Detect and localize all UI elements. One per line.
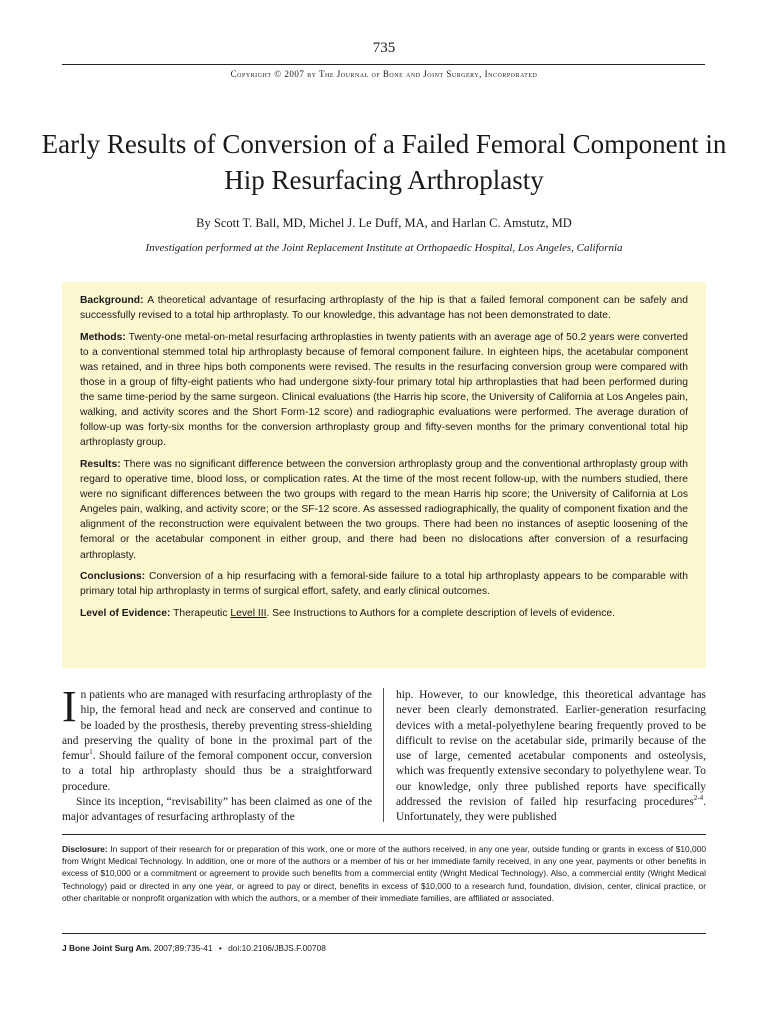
conclusions-text: Conversion of a hip resurfacing with a femoral-side failure to a total hip arthroplasty appears to be comparable with primary total hip arthroplasty in terms of surgical effort, safety, and early clinical outcomes. (80, 571, 688, 598)
intro-paragraph-1-text: n patients who are managed with resurfacing arthroplasty of the hip, the femoral head and neck are conserved and continue to be loaded by the prosthesis, thereby preventing stress-shielding and preserving the quality of bone in the proximal part of the femur (62, 689, 372, 763)
journal-volume: 2007;89:735-41 (153, 943, 213, 953)
header-rule (62, 64, 705, 65)
intro-paragraph-2-continued-text: hip. However, to our knowledge, this theoretical advantage has never been clearly demonstrated. Earlier-generation resurfacing devices with a metal-polyethylene bearing frequently proved to be difficult to revise on the acetabular side, primarily because of the use of large, cemented acetabular components and osteolysis, which was frequently extensive secondary to polyethylene wear. To our knowledge, only three published reports have specifically addressed the revision of failed hip resurfacing procedures (396, 689, 706, 809)
disclosure-label: Disclosure: (62, 844, 108, 854)
results-label: Results: (80, 458, 121, 470)
intro-paragraph-1-end: . Should failure of the femoral component occur, conversion to a total hip arthroplasty should thus be a straightforward procedure. (62, 750, 372, 793)
intro-paragraph-2-continued (396, 688, 706, 826)
author-list: By Scott T. Ball, MD, Michel J. Le Duff, MA, and Harlan C. Amstutz, MD (196, 216, 572, 230)
journal-abbrev: J Bone Joint Surg Am. (62, 943, 152, 953)
methods-label: Methods: (80, 331, 126, 343)
abstract-level-of-evidence (80, 606, 688, 621)
abstract-conclusions (80, 569, 688, 599)
disclosure-rule (62, 834, 706, 835)
citation-footer (62, 943, 706, 953)
loe-suffix: . See Instructions to Authors for a complete description of levels of evidence. (266, 607, 616, 619)
body-column-right (396, 688, 706, 826)
page-number: 735 (372, 40, 396, 56)
institution-line: Investigation performed at the Joint Replacement Institute at Orthopaedic Hospital, Los Angeles, California (145, 242, 623, 254)
disclosure-note (62, 843, 706, 904)
copyright-line: Copyright © 2007 by The Journal of Bone and Joint Surgery, Incorporated (230, 69, 538, 79)
article-title: Early Results of Conversion of a Failed Femoral Component in Hip Resurfacing Arthroplasty (41, 129, 727, 195)
results-text: There was no significant difference between the conversion arthroplasty group and the conventional arthroplasty group with regard to operative time, blood loss, or complication rates. At the time of the most recent follow-up, with the numbers studied, there were no significant differences between the two groups with regard to the mean Harris hip score; the University of California at Los Angeles pain, walking, and activity score; or the SF-12 score. As assessed radiographically, the quality of component fixation and the alignment of the reconstruction were equivalent between the two groups. There had been no instances of aseptic loosening of the femoral or the acetabular component in either group, and there had been no dislocations after conversion of a resurfacing arthroplasty. (80, 458, 688, 561)
abstract-methods (80, 330, 688, 451)
loe-label: Level of Evidence: (80, 607, 171, 619)
methods-text: Twenty-one metal-on-metal resurfacing arthroplasties in twenty patients with an average age of 50.2 years were converted to a conventional stemmed total hip arthroplasty because of femoral component failure. In eighteen hips, the acetabular component was retained, and in three hips both components were revised. The results in the resurfacing conversion group were compared with those in a group of fifty-eight patients who had undergone sixty-four primary total hip arthroplasties that had been performed during the same time-period by the same surgeon. Clinical evaluations (the Harris hip score, the University of California at Los Angeles pain, walking, and activity scores and the Short Form-12 score) and radiographic evaluations were performed. The average duration of follow-up was forty-six months for the conversion arthroplasty group and fifty-seven months for the primary conventional total hip arthroplasty group. (80, 331, 688, 449)
reference-1[interactable]: 1 (89, 748, 93, 757)
abstract-box (62, 282, 706, 668)
intro-paragraph-2-continued-end: . Unfortunately, they were published (396, 796, 706, 824)
body-text (62, 682, 706, 826)
drop-cap: I (62, 682, 77, 731)
intro-paragraph-1 (62, 682, 372, 795)
loe-prefix: Therapeutic (173, 607, 228, 619)
intro-paragraph-2: Since its inception, “revisability” has been claimed as one of the major advantages of resurfacing arthroplasty of the (62, 796, 372, 824)
reference-2-4[interactable]: 2-4 (693, 794, 704, 803)
background-label: Background: (80, 295, 144, 306)
bullet-separator: • (218, 943, 222, 953)
footer-rule (62, 933, 706, 934)
background-text: A theoretical advantage of resurfacing arthroplasty of the hip is that a failed femoral component can be safely and successfully revised to a total hip arthroplasty. To our knowledge, this advantage has not been demonstrated to date. (80, 295, 688, 322)
disclosure-text: In support of their research for or preparation of this work, one or more of the authors received, in any one year, outside funding or grants in excess of $10,000 from Wright Medical Technology. In addition, one or more of the authors or a member of his or her immediate family received, in any one year, payments or other benefits in excess of $10,000 or a commitment or agreement to provide such benefits from a commercial entity (Wright Medical Technology). Also, a commercial entity (Wright Medical Technology) paid or directed in any one year, or agreed to pay or direct, benefits in excess of $10,000 to a research fund, foundation, division, center, clinical practice, or other charitable or nonprofit organization with which the authors, or a member of their immediate families, are affiliated or associated. (62, 844, 707, 903)
column-divider (383, 688, 384, 822)
doi-link[interactable]: doi:10.2106/JBJS.F.00708 (228, 943, 326, 953)
abstract-results (80, 457, 688, 563)
body-column-left (62, 682, 372, 826)
conclusions-label: Conclusions: (80, 571, 146, 583)
level-of-evidence-link[interactable]: Level III (230, 607, 267, 619)
abstract-background (80, 293, 688, 323)
